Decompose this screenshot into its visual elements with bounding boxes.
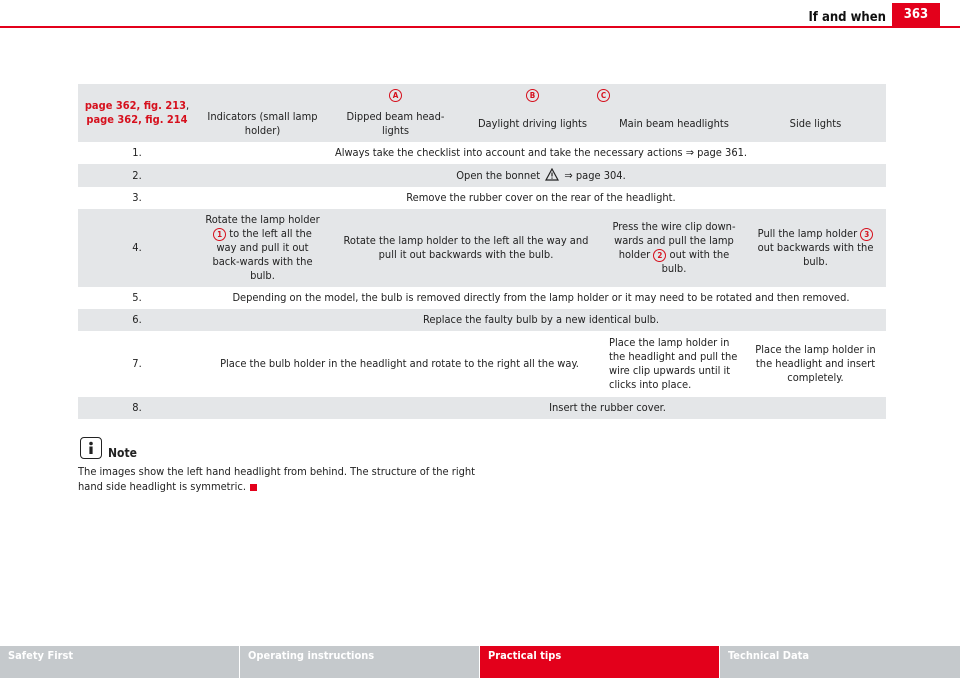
marker-3-icon: 3 <box>860 228 873 241</box>
group-b-cell <box>462 84 603 106</box>
table-row <box>78 142 886 164</box>
footer-nav <box>0 646 960 678</box>
step-empty-cell <box>196 397 329 419</box>
step-text-side-lights <box>745 209 886 287</box>
step-number: 8. <box>132 401 142 414</box>
table-row <box>78 187 886 209</box>
step-text: Replace the faulty bulb by a new identical bulb. <box>422 313 660 326</box>
group-a-cell <box>329 84 462 106</box>
step-text-part: out with the bulb. <box>661 248 730 275</box>
note-icon <box>80 437 102 459</box>
step-number: 7. <box>132 357 142 370</box>
footer-tab-practical-tips[interactable]: Practical tips <box>480 646 719 678</box>
step-text-part: Pull the lamp holder <box>757 227 858 240</box>
reference-separator: , <box>186 99 190 112</box>
step-text-indicators-dipped-daylight: Place the bulb holder in the headlight and rotate to the right all the way. <box>220 357 579 370</box>
header-rule <box>0 26 960 28</box>
marker-a-icon: A <box>389 89 402 102</box>
step-text-dipped-daylight: Rotate the lamp holder to the left all the way and pull it out backwards with the bulb. <box>343 234 589 261</box>
figure-reference-cell <box>78 84 196 142</box>
step-text-part: to the left all the way and pull it out back-wards with the bulb. <box>212 227 313 282</box>
group-empty-cell <box>196 84 329 106</box>
note-title: Note <box>108 446 137 460</box>
step-text: Insert the rubber cover. <box>549 401 666 414</box>
step-text: Remove the rubber cover on the rear of the headlight. <box>406 191 676 204</box>
table-row <box>78 209 886 287</box>
step-text-part: Press the wire clip down-wards and pull the lamp holder <box>612 220 736 261</box>
table-row <box>78 164 886 187</box>
column-header-dipped-beam: Dipped beam head-lights <box>346 110 445 137</box>
note-body: The images show the left hand headlight from behind. The structure of the right hand side headlight is symmetric. <box>78 465 476 493</box>
column-header-indicators: Indicators (small lamp holder) <box>207 110 318 137</box>
step-text-main-beam <box>603 209 745 287</box>
step-text-indicators <box>196 209 329 287</box>
step-text-part: out backwards with the bulb. <box>757 241 874 268</box>
marker-b-icon: B <box>526 89 539 102</box>
group-c-cell <box>600 84 886 106</box>
step-number: 3. <box>132 191 142 204</box>
column-header-daylight: Daylight driving lights <box>477 117 588 130</box>
end-marker-icon <box>250 484 257 491</box>
page-304-link[interactable]: ⇒ page 304. <box>564 169 626 182</box>
step-number: 5. <box>132 291 142 304</box>
footer-tab-safety-first[interactable]: Safety First <box>0 646 239 678</box>
page-number-badge: 363 <box>892 3 940 26</box>
step-number: 2. <box>132 168 142 182</box>
bulb-change-table <box>78 84 886 419</box>
step-text-main-beam: Place the lamp holder in the headlight and pull the wire clip upwards until it clicks into place. <box>609 336 738 391</box>
step-text: Depending on the model, the bulb is removed directly from the lamp holder or it may need to be rotated and then removed. <box>232 291 850 304</box>
figure-reference-link-213[interactable]: page 362, fig. 213 <box>84 99 186 112</box>
figure-reference-link-214[interactable]: page 362, fig. 214 <box>86 113 188 126</box>
marker-1-icon: 1 <box>213 228 226 241</box>
step-text <box>196 164 886 187</box>
footer-tab-operating-instructions[interactable]: Operating instructions <box>240 646 479 678</box>
table-header-group-row <box>78 84 886 106</box>
step-text-part: Open the bonnet <box>456 169 541 182</box>
table-row <box>78 309 886 331</box>
page-title: If and when <box>808 10 886 25</box>
step-number: 6. <box>132 313 142 326</box>
step-text: Always take the checklist into account and take the necessary actions ⇒ page 361. <box>334 146 748 159</box>
table-row <box>78 287 886 309</box>
column-header-main-beam: Main beam headlights <box>619 117 729 130</box>
step-text-part: Rotate the lamp holder <box>205 213 320 226</box>
step-number: 4. <box>132 241 142 254</box>
step-text-side-lights: Place the lamp holder in the headlight and insert completely. <box>755 343 876 384</box>
table-row <box>78 331 886 397</box>
table-header-row <box>78 106 886 142</box>
footer-tab-technical-data[interactable]: Technical Data <box>720 646 960 678</box>
marker-c-icon: C <box>597 89 610 102</box>
step-number: 1. <box>132 146 142 159</box>
marker-2-icon: 2 <box>653 249 666 262</box>
note-text <box>78 464 478 494</box>
table-row <box>78 397 886 419</box>
warning-triangle-icon <box>545 168 559 181</box>
column-header-side-lights: Side lights <box>789 117 842 130</box>
